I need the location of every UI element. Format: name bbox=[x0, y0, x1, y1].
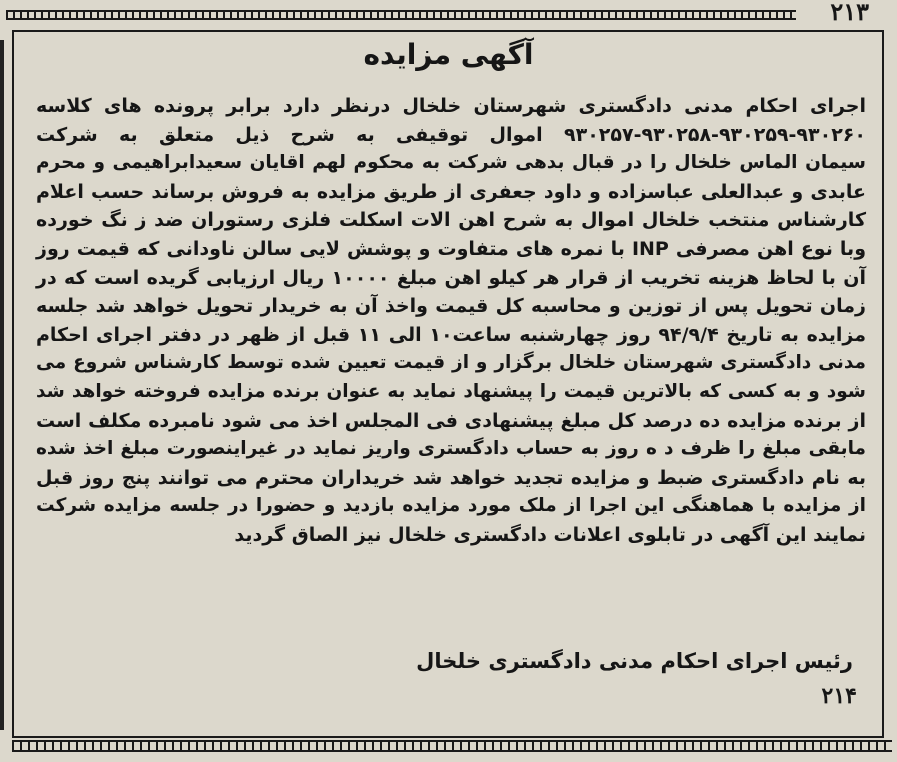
body-line: اجرای احکام مدنی دادگستری شهرستان خلخال درنظر دارد برابر پرونده های کلاسه bbox=[36, 95, 866, 117]
left-border-rule bbox=[0, 40, 4, 730]
body-line: از مزایده با هماهنگی این اجرا از ملک مورد مزایده بازدید و حضورا در جلسه مزایده شرکت bbox=[36, 495, 866, 517]
body-line: عابدی و عبدالعلی عباسزاده و داود جعفری از طریق مزایده به فروش برساند حسب اعلام bbox=[36, 180, 866, 203]
ad-body bbox=[36, 92, 866, 550]
body-line: سیمان الماس خلخال را در قبال بدهی شرکت به محکوم لهم اقایان سعیدابراهیمی و محرم bbox=[36, 152, 866, 174]
ad-title: آگهی مزایده bbox=[363, 38, 534, 71]
bottom-ad-number: ۲۱۴ bbox=[821, 683, 857, 709]
bottom-decorative-rule bbox=[12, 740, 892, 752]
body-line: نمایند این آگهی در تابلوی اعلانات دادگستری خلخال نیز الصاق گردید bbox=[234, 523, 866, 546]
body-line: مابقی مبلغ را ظرف د ه روز به حساب دادگستری واریز نماید در غیراینصورت مبلغ اخذ شده bbox=[36, 438, 866, 460]
signature-line: رئیس اجرای احکام مدنی دادگستری خلخال bbox=[416, 649, 853, 673]
body-line: به نام دادگستری ضبط و مزایده تجدید خواهد شد خریداران محترم می توانند پنج روز قبل bbox=[36, 466, 866, 489]
body-line: کارشناس منتخب خلخال اموال به شرح اهن الات اسکلت فلزی رستوران ضد ز نگ خورده bbox=[36, 209, 866, 232]
body-line: ۹۳۰۲۵۷-۹۳۰۲۵۸-۹۳۰۲۵۹-۹۳۰۲۶۰ اموال توقیفی به شرح ذیل متعلق به شرکت bbox=[36, 123, 866, 146]
body-line: آن با لحاظ هزینه تخریب از قرار هر کیلو اهن مبلغ ۱۰۰۰۰ ریال ارزیابی گریده است که در bbox=[36, 266, 866, 289]
top-decorative-rule bbox=[6, 10, 796, 20]
body-line: وبا نوع اهن مصرفی INP با نمره های متفاوت و پوشش لایی سالن ناودانی که قیمت روز bbox=[36, 237, 866, 260]
body-line: زمان تحویل پس از توزین و محاسبه کل قیمت واخذ آن به خریدار تحویل خواهد شد جلسه bbox=[36, 295, 866, 318]
body-line: شود و به کسی که بالاترین قیمت را پیشنهاد نماید به عنوان برنده مزایده فروخته خواهد شد bbox=[36, 380, 866, 402]
body-line: از برنده مزایده ده درصد کل مبلغ پیشنهادی فی المجلس اخذ می شود نامبرده مکلف است bbox=[36, 409, 866, 432]
top-ad-number: ۲۱۳ bbox=[830, 0, 869, 26]
body-line: مدنی دادگستری شهرستان خلخال برگزار و از قیمت تعیین شده توسط کارشناس شروع می bbox=[36, 352, 866, 374]
body-line: مزایده به تاریخ ۹۴/۹/۴ روز چهارشنبه ساعت۱۰ الی ۱۱ قبل از ظهر در دفتر اجرای احکام bbox=[36, 323, 867, 346]
